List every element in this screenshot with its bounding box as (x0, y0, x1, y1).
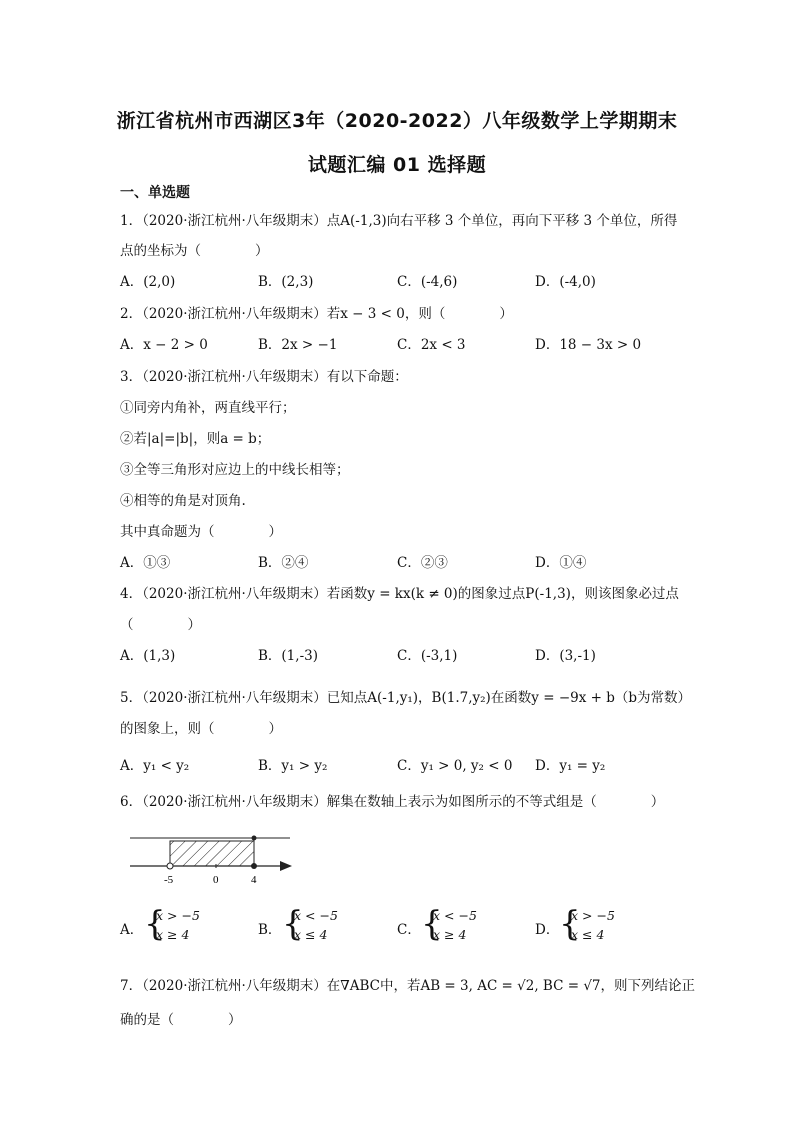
option-d: D．(-4,0) (535, 274, 596, 290)
axis-label-minus5: -5 (164, 874, 174, 886)
open-point-icon (167, 863, 173, 869)
question-1-text: 1．（2020·浙江杭州·八年级期末）点A(-1,3)向右平移 3 个单位，再向下平移 3 个单位，所得 (120, 213, 678, 229)
axis-label-0: 0 (213, 874, 219, 886)
question-5-text-cont: 的图象上，则（ ） (120, 721, 282, 737)
option-a: A．x − 2 > 0 (120, 337, 208, 353)
number-line-figure (130, 828, 300, 888)
question-1-options (120, 270, 680, 290)
question-4-options (120, 644, 680, 664)
option-d: D．(3,-1) (535, 648, 596, 664)
question-6-text: 6．（2020·浙江杭州·八年级期末）解集在数轴上表示为如图所示的不等式组是（ ） (120, 794, 665, 810)
option-a: A．(2,0) (120, 274, 176, 290)
axis-label-4: 4 (251, 874, 257, 886)
document-title-line1: 浙江省杭州市西湖区3年（2020-2022）八年级数学上学期期末 (116, 110, 678, 132)
option-d: D．y₁ = y₂ (535, 758, 606, 774)
axis-arrow-icon (280, 861, 292, 871)
question-3-item-4: ④相等的角是对顶角. (120, 493, 246, 509)
document-title-line2: 试题汇编 01 选择题 (307, 154, 487, 176)
option-c: C．(-4,6) (397, 274, 458, 290)
question-7-text: 7．（2020·浙江杭州·八年级期末）在∇ABC中，若AB = 3, AC = √2, BC = √7，则下列结论正 (120, 978, 696, 994)
option-c: C．y₁ > 0, y₂ < 0 (397, 758, 513, 774)
question-7-text-cont: 确的是（ ） (120, 1012, 242, 1028)
question-3-prompt: 其中真命题为（ ） (120, 524, 282, 540)
question-2-options (120, 333, 680, 353)
question-3-item-3: ③全等三角形对应边上的中线长相等； (120, 462, 350, 478)
question-1-text-cont: 点的坐标为（ ） (120, 243, 269, 259)
option-c: C．②③ (397, 555, 448, 571)
question-3-options (120, 551, 680, 571)
question-5-options (120, 754, 680, 774)
question-3-item-1: ①同旁内角补，两直线平行； (120, 400, 296, 416)
question-4-text: 4．（2020·浙江杭州·八年级期末）若函数y = kx(k ≠ 0)的图象过点P(-1,3)，则该图象必过点 (120, 586, 679, 602)
option-a: A．(1,3) (120, 648, 176, 664)
option-c: C．2x < 3 (397, 337, 466, 353)
upper-point-icon (252, 836, 257, 841)
question-3-item-2: ②若|a|=|b|，则a = b； (120, 431, 271, 447)
option-b: B．y₁ > y₂ (258, 758, 328, 774)
option-b: B．②④ (258, 555, 309, 571)
option-b: B．(2,3) (258, 274, 314, 290)
question-5-text: 5．（2020·浙江杭州·八年级期末）已知点A(-1,y₁)，B(1.7,y₂)在函数y = −9x + b（b为常数） (120, 690, 692, 706)
question-6-options: A． { x > −5 x ≥ 4 B． { x < −5 x ≤ 4 C． { x < −5 x ≥ 4 D． { x > −5 x ≤ 4 (120, 904, 615, 944)
question-2-text: 2．（2020·浙江杭州·八年级期末）若x − 3 < 0，则（ ） (120, 306, 513, 322)
option-c: C．(-3,1) (397, 648, 458, 664)
solution-region (170, 841, 254, 866)
option-d: D．18 − 3x > 0 (535, 337, 642, 353)
question-3-text: 3．（2020·浙江杭州·八年级期末）有以下命题： (120, 369, 408, 385)
closed-point-icon (251, 863, 257, 869)
option-b: B．(1,-3) (258, 648, 318, 664)
option-b: B．2x > −1 (258, 337, 338, 353)
option-d: D．①④ (535, 555, 587, 571)
section-heading: 一、单选题 (120, 185, 190, 201)
option-a: A．y₁ < y₂ (120, 758, 190, 774)
option-a: A．①③ (120, 555, 171, 571)
question-4-text-cont: （ ） (120, 617, 201, 633)
